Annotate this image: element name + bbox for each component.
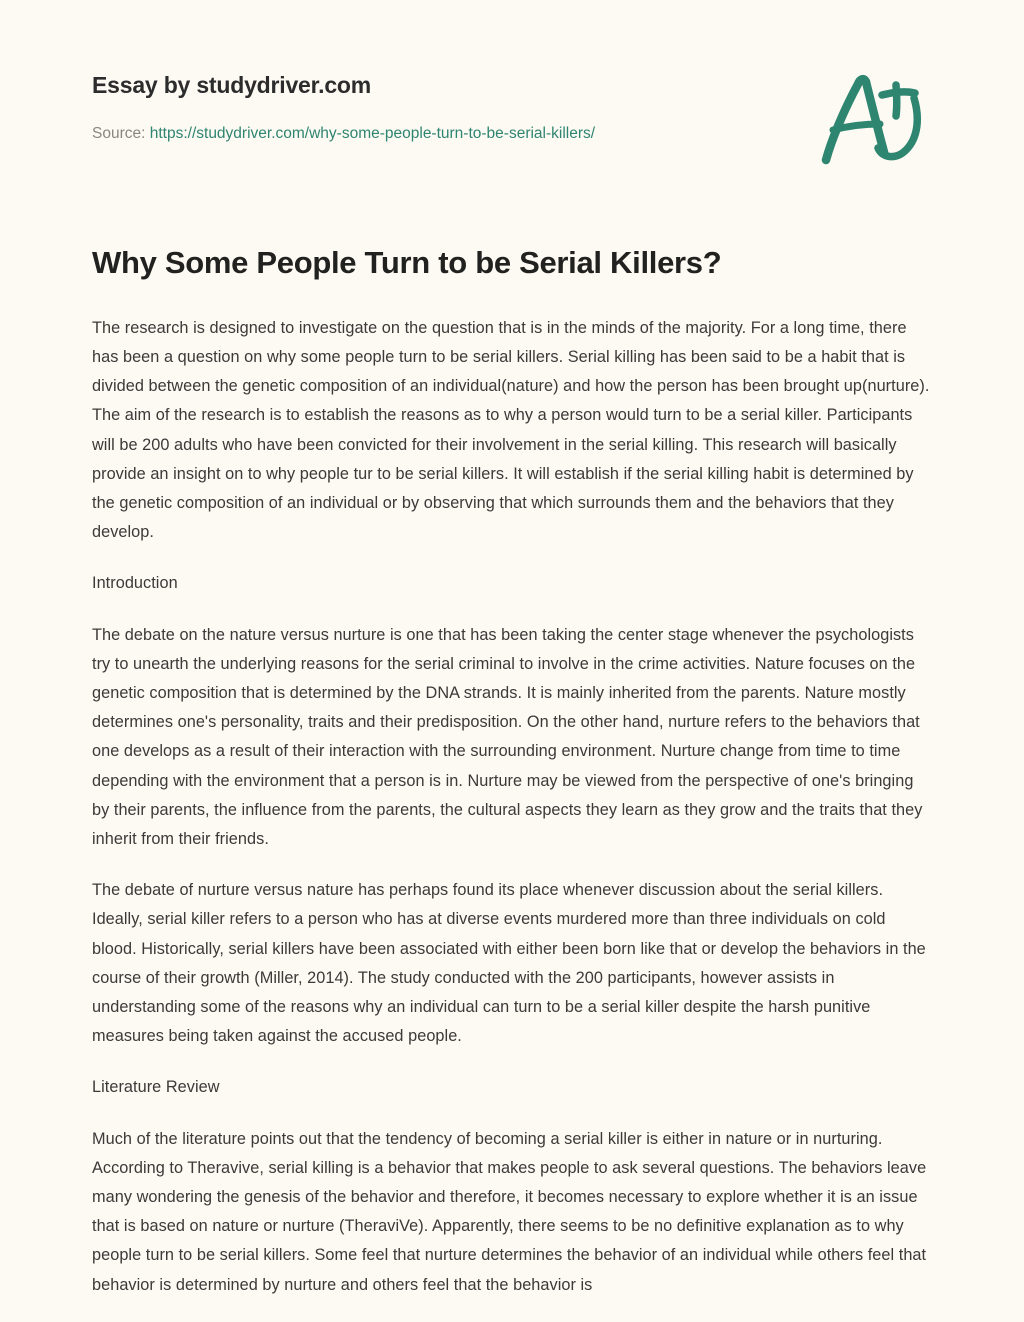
source-line [92, 124, 595, 144]
section-heading: Literature Review [92, 1078, 220, 1097]
source-url-link[interactable]: https://studydriver.com/why-some-people-turn-to-be-serial-killers/ [149, 125, 596, 142]
page-title: Why Some People Turn to be Serial Killers? [92, 245, 722, 280]
article-blocks [92, 314, 930, 1300]
page-header [0, 0, 1024, 185]
article-body [92, 244, 930, 1322]
body-paragraph: The research is designed to investigate on the question that is in the minds of the majority. For a long time, there has been a question on why some people turn to be serial killers. Serial killing has been said to be a habit that is divided between the genetic composition of an individual(nature) and how the person has been brought up(nurture). The aim of the research is to establish the reasons as to why a person would turn to be a serial killer. Participants will be 200 adults who have been convicted for their involvement in the serial killing. This research will basically provide an insight on to why people tur to be serial killers. It will establish if the serial killing habit is determined by the genetic composition of an individual or by observing that which surrounds them and the behaviors that they develop. [92, 318, 930, 542]
body-paragraph: Much of the literature points out that the tendency of becoming a serial killer is either in nature or in nurturing. According to Theravive, serial killing is a behavior that makes people to ask several questions. The behaviors leave many wondering the genesis of the behavior and therefore, it becomes necessary to explore whether it is an issue that is based on nature or nurture (TheraviVe). Apparently, there seems to be no definitive explanation as to why people turn to be serial killers. Some feel that nurture determines the behavior of an individual while others feel that behavior is determined by nurture and others feel that the behavior is [92, 1129, 927, 1294]
essay-attribution: Essay by studydriver.com [92, 72, 372, 98]
source-label: Source: [92, 125, 150, 142]
body-paragraph: The debate of nurture versus nature has perhaps found its place whenever discussion about the serial killers. Ideally, serial killer refers to a person who has at diverse events murdered more than three individuals on cold blood. Historically, serial killers have been associated with either been born like that or develop the behaviors in the course of their growth (Miller, 2014). The study conducted with the 200 participants, however assists in understanding some of the reasons why an individual can turn to be a serial killer despite the harsh punitive measures being taken against the accused people. [92, 881, 926, 1046]
studydriver-a-plus-logo [812, 72, 932, 167]
section-heading: Introduction [92, 574, 178, 593]
body-paragraph: The debate on the nature versus nurture is one that has been taking the center stage whenever the psychologists try to unearth the underlying reasons for the serial criminal to involve in the crime activities. Nature focuses on the genetic composition that is determined by the DNA strands. It is mainly inherited from the parents. Nature mostly determines one's personality, traits and their predisposition. On the other hand, nurture refers to the behaviors that one develops as a result of their interaction with the surrounding environment. Nurture change from time to time depending with the environment that a person is in. Nurture may be viewed from the perspective of one's bringing by their parents, the influence from the parents, the cultural aspects they learn as they grow and the traits that they inherit from their friends. [92, 625, 923, 848]
